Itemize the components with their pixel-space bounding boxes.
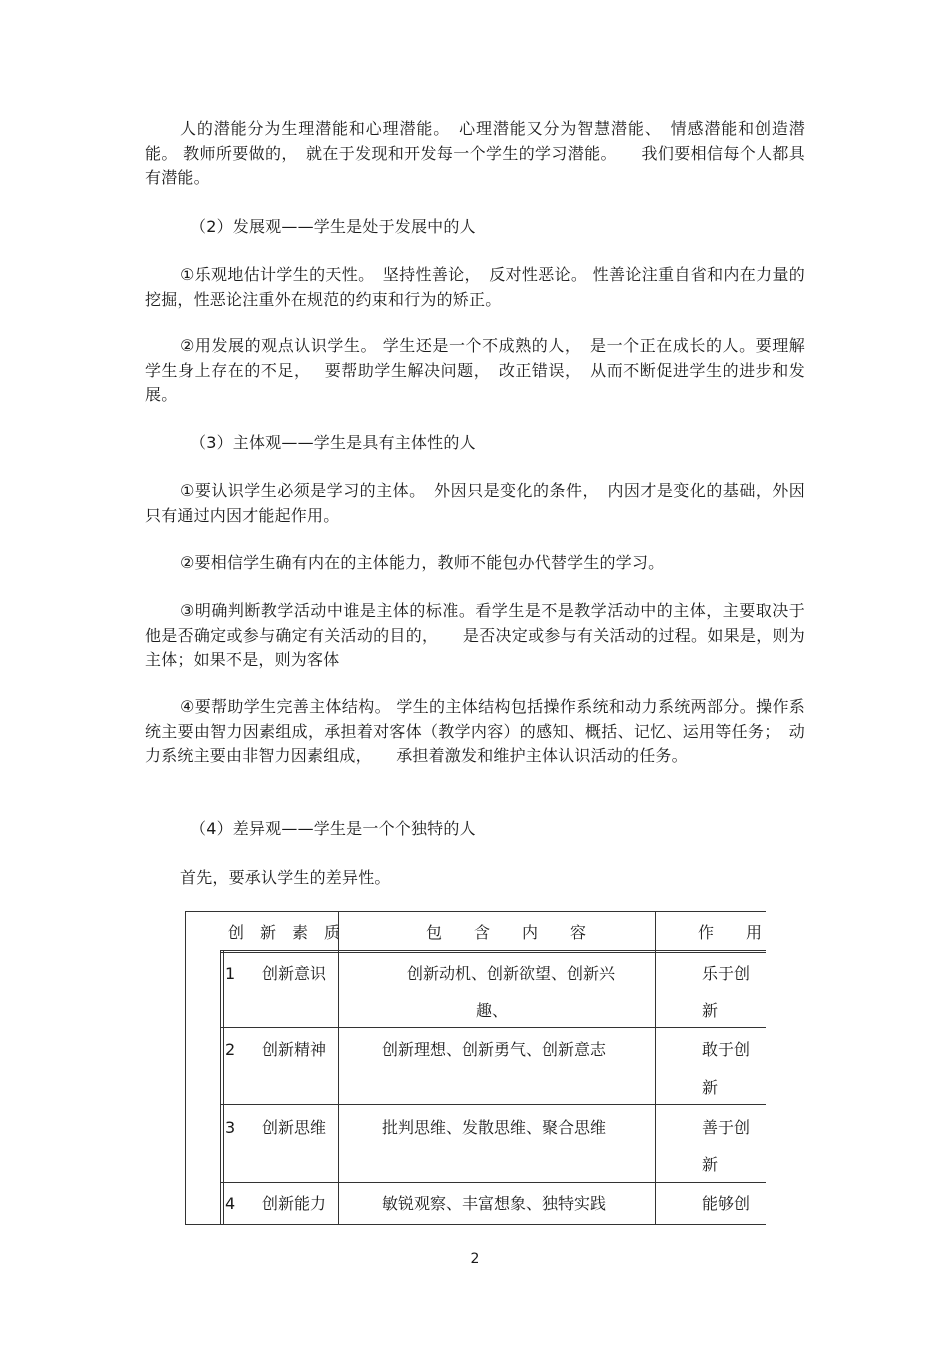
table-divider bbox=[220, 1104, 766, 1105]
table-divider bbox=[223, 951, 224, 1224]
page-number: 2 bbox=[470, 1251, 480, 1267]
table-row-role: 善于创 bbox=[702, 1118, 751, 1137]
table-row-name: 创新能力 bbox=[262, 1194, 327, 1213]
table-row-role: 能够创 bbox=[702, 1194, 751, 1213]
paragraph-subject-ability: ②要相信学生确有内在的主体能力，教师不能包办代替学生的学习。 bbox=[180, 553, 665, 572]
paragraph-potential: 人的潜能分为生理潜能和心理潜能。 心理潜能又分为智慧潜能、 情感潜能和创造潜能。 教师所要做的， 就在于发现和开发每一个学生的学习潜能。 我们要相信每个人都具有潜能。 bbox=[145, 119, 805, 187]
table-row-content: 敏锐观察、丰富想象、独特实践 bbox=[382, 1194, 607, 1213]
table-row-number: 3 bbox=[225, 1118, 236, 1137]
innovation-qualities-table bbox=[185, 911, 766, 1225]
table-row-name: 创新精神 bbox=[262, 1040, 327, 1059]
paragraph-subject-structure: ④要帮助学生完善主体结构。 学生的主体结构包括操作系统和动力系统两部分。操作系统主要由智力因素组成，承担着对客体（教学内容）的感知、概括、记忆、运用等任务； 动力系统主要由非智力因素组成， 承担着激发和维护主体认识活动的任务。 bbox=[145, 697, 805, 765]
table-row-content: 创新理想、创新勇气、创新意志 bbox=[382, 1040, 607, 1059]
table-row-content: 创新动机、创新欲望、创新兴 bbox=[407, 964, 616, 983]
table-row-role-cont: 新 bbox=[702, 1001, 719, 1020]
table-header-role: 作 用 bbox=[698, 923, 763, 942]
paragraph-learning-subject: ①要认识学生必须是学习的主体。 外因只是变化的条件， 内因才是变化的基础，外因只有通过内因才能起作用。 bbox=[145, 481, 805, 525]
paragraph-subject-standard: ③明确判断教学活动中谁是主体的标准。看学生是不是教学活动中的主体，主要取决于他是否确定或参与确定有关活动的目的， 是否决定或参与有关活动的过程。如果是，则为主体；如果不是，则为客体 bbox=[145, 601, 805, 669]
table-header-content: 包 含 内 容 bbox=[426, 923, 587, 942]
paragraph-acknowledge-difference: 首先，要承认学生的差异性。 bbox=[180, 868, 391, 887]
heading-difference-view: （4）差异观——学生是一个个独特的人 bbox=[190, 819, 476, 838]
table-header-quality: 创 新 素 质 bbox=[228, 923, 341, 942]
heading-development-view: （2）发展观——学生是处于发展中的人 bbox=[190, 217, 476, 236]
paragraph-optimistic: ①乐观地估计学生的天性。 坚持性善论， 反对性恶论。 性善论注重自省和内在力量的挖掘，性恶论注重外在规范的约束和行为的矫正。 bbox=[145, 265, 805, 309]
table-row-name: 创新意识 bbox=[262, 964, 327, 983]
table-row-role: 乐于创 bbox=[702, 964, 751, 983]
heading-subject-view: （3）主体观——学生是具有主体性的人 bbox=[190, 433, 476, 452]
table-row-role: 敢于创 bbox=[702, 1040, 751, 1059]
table-row-content-cont: 趣、 bbox=[476, 1001, 509, 1020]
table-row-number: 1 bbox=[225, 964, 236, 983]
table-row-role-cont: 新 bbox=[702, 1155, 719, 1174]
table-row-number: 4 bbox=[225, 1194, 236, 1213]
table-divider bbox=[220, 951, 221, 1224]
table-row-role-cont: 新 bbox=[702, 1078, 719, 1097]
table-row-number: 2 bbox=[225, 1040, 236, 1059]
paragraph-development-perspective: ②用发展的观点认识学生。 学生还是一个不成熟的人， 是一个正在成长的人。要理解学生身上存在的不足， 要帮助学生解决问题， 改正错误， 从而不断促进学生的进步和发展。 bbox=[145, 336, 805, 404]
table-row-name: 创新思维 bbox=[262, 1118, 327, 1137]
table-divider bbox=[220, 1182, 766, 1183]
table-divider bbox=[338, 912, 339, 1224]
table-divider bbox=[655, 912, 656, 1224]
table-row-content: 批判思维、发散思维、聚合思维 bbox=[382, 1118, 607, 1137]
